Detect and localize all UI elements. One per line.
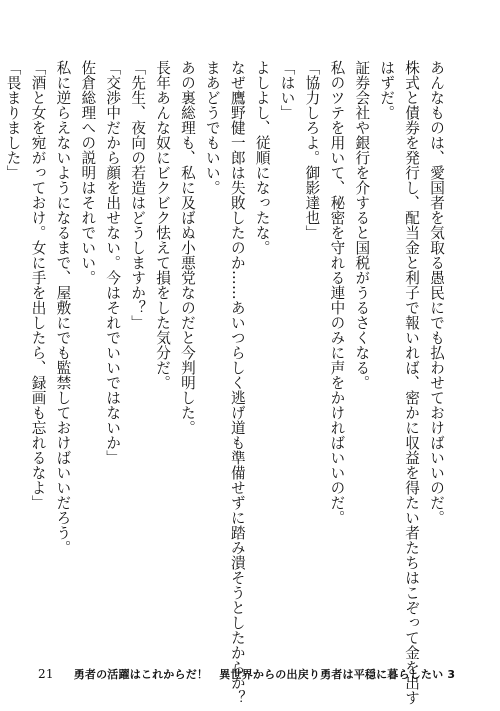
text-line-10: まあどうでもいい。 bbox=[203, 60, 221, 195]
text-line-7: 「はい」 bbox=[278, 60, 296, 120]
text-line-5: 私のツテを用いて、秘密を守れる連中のみに声をかければいいのだ。 bbox=[328, 60, 346, 525]
text-line-8: よしよし、従順になったな。 bbox=[253, 60, 271, 255]
text-line-16: 私に逆らえないようになるまで、屋敷にでも監禁しておけばいいだろう。 bbox=[54, 60, 72, 555]
text-line-1: あんなものは、愛国者を気取る愚民にでも払わせておけばいいのだ。 bbox=[428, 60, 445, 525]
text-line-6: 「協力しろよ。御影達也」 bbox=[303, 60, 321, 240]
text-line-12: 長年あんな奴にビクビク怯えて損をした気分だ。 bbox=[154, 60, 172, 390]
text-line-14: 「交渉中だから顔を出せない。今はそれでいいではないか」 bbox=[104, 60, 122, 465]
text-line-4: 証券会社や銀行を介すると国税がうるさくなる。 bbox=[353, 60, 371, 390]
text-line-2: 株式と債券を発行し、配当金と利子で報いれば、密かに収益を得たい者たちはこぞって金を出す bbox=[403, 60, 421, 705]
text-line-13: 「先生、夜向の若造はどうしますか？」 bbox=[129, 60, 147, 330]
text-line-15: 佐倉総理への説明はそれでいい。 bbox=[79, 60, 97, 285]
text-line-9: なぜ鷹野健一郎は失敗したのか……あいつらしく逃げ道も準備せずに踏み潰そうとしたからか？ bbox=[228, 60, 246, 705]
text-line-11: あの裏総理も、私に及ばぬ小悪党なのだと今判明した。 bbox=[178, 60, 196, 435]
page-number: 21 bbox=[38, 667, 54, 681]
page-footer bbox=[38, 666, 455, 682]
text-line-18: 「畏まりました」 bbox=[4, 60, 22, 180]
book-title: 勇者の活躍はこれからだ！ 異世界からの出戻り勇者は平穏に暮らしたい 3 bbox=[73, 668, 456, 681]
text-line-17: 「酒と女を宛がっておけ。女に手を出したら、録画も忘れるなよ」 bbox=[29, 60, 47, 510]
text-line-3: はずだ。 bbox=[378, 60, 396, 120]
